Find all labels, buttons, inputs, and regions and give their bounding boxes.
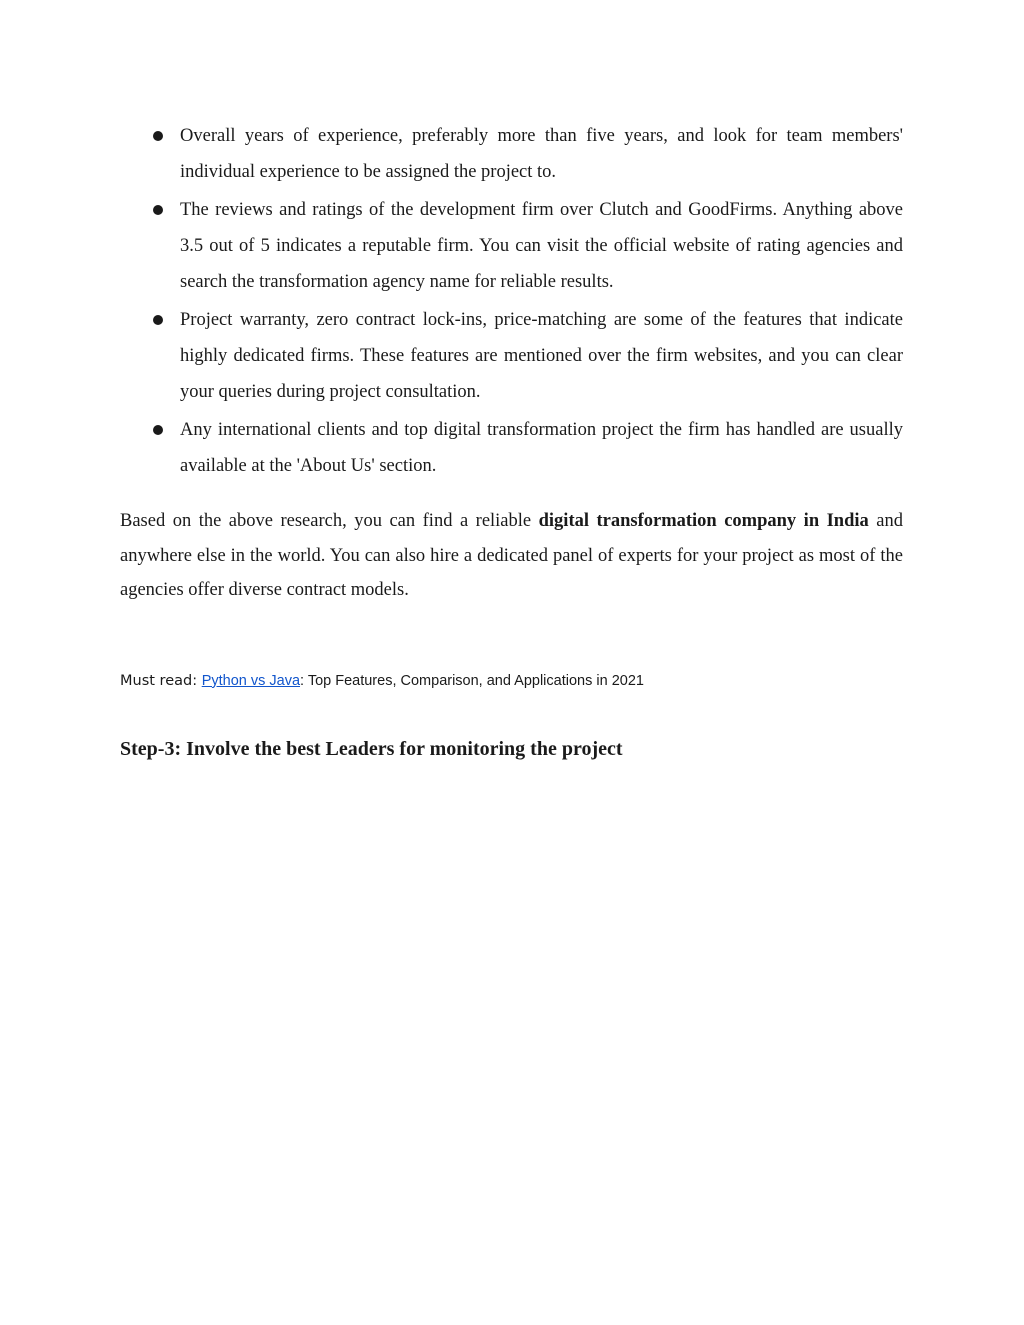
criteria-bullet-list bbox=[120, 118, 903, 484]
research-paragraph bbox=[120, 504, 903, 608]
bullet-text: Project warranty, zero contract lock-ins, price-matching are some of the features that indicate highly dedicated firms. These features are mentioned over the firm websites, and you can clear your queries during project consultation. bbox=[180, 310, 903, 402]
paragraph-bold-keyword: digital transformation company in India bbox=[538, 511, 869, 531]
bullet-dot-icon bbox=[153, 131, 163, 141]
bullet-dot-icon bbox=[153, 425, 163, 435]
bullet-text: Any international clients and top digital transformation project the firm has handled are usually available at the 'About Us' section. bbox=[180, 420, 903, 476]
document-page bbox=[120, 118, 903, 763]
bullet-text: The reviews and ratings of the development firm over Clutch and GoodFirms. Anything above 3.5 out of 5 indicates a reputable firm. You can visit the official website of rating agencies and search the transformation agency name for reliable results. bbox=[180, 200, 903, 292]
must-read-prefix: Must read: bbox=[120, 672, 202, 689]
paragraph-text-before: Based on the above research, you can find a reliable bbox=[120, 511, 539, 531]
must-read-rest: : Top Features, Comparison, and Applications in 2021 bbox=[300, 672, 644, 689]
must-read-line bbox=[120, 670, 903, 692]
step-3-heading: Step-3: Involve the best Leaders for monitoring the project bbox=[120, 737, 623, 760]
bullet-item-reviews bbox=[120, 192, 903, 300]
bullet-item-clients bbox=[120, 412, 903, 484]
bullet-dot-icon bbox=[153, 205, 163, 215]
bullet-text: Overall years of experience, preferably more than five years, and look for team members' individual experience to be assigned the project to. bbox=[180, 126, 903, 182]
python-vs-java-link[interactable]: Python vs Java bbox=[201, 672, 301, 689]
paragraph-text-after: and anywhere else in the world. You can also hire a dedicated panel of experts for your project as most of the agencies offer diverse contract models. bbox=[120, 511, 903, 600]
bullet-item-experience bbox=[120, 118, 903, 190]
bullet-item-warranty bbox=[120, 302, 903, 410]
bullet-dot-icon bbox=[153, 315, 163, 325]
